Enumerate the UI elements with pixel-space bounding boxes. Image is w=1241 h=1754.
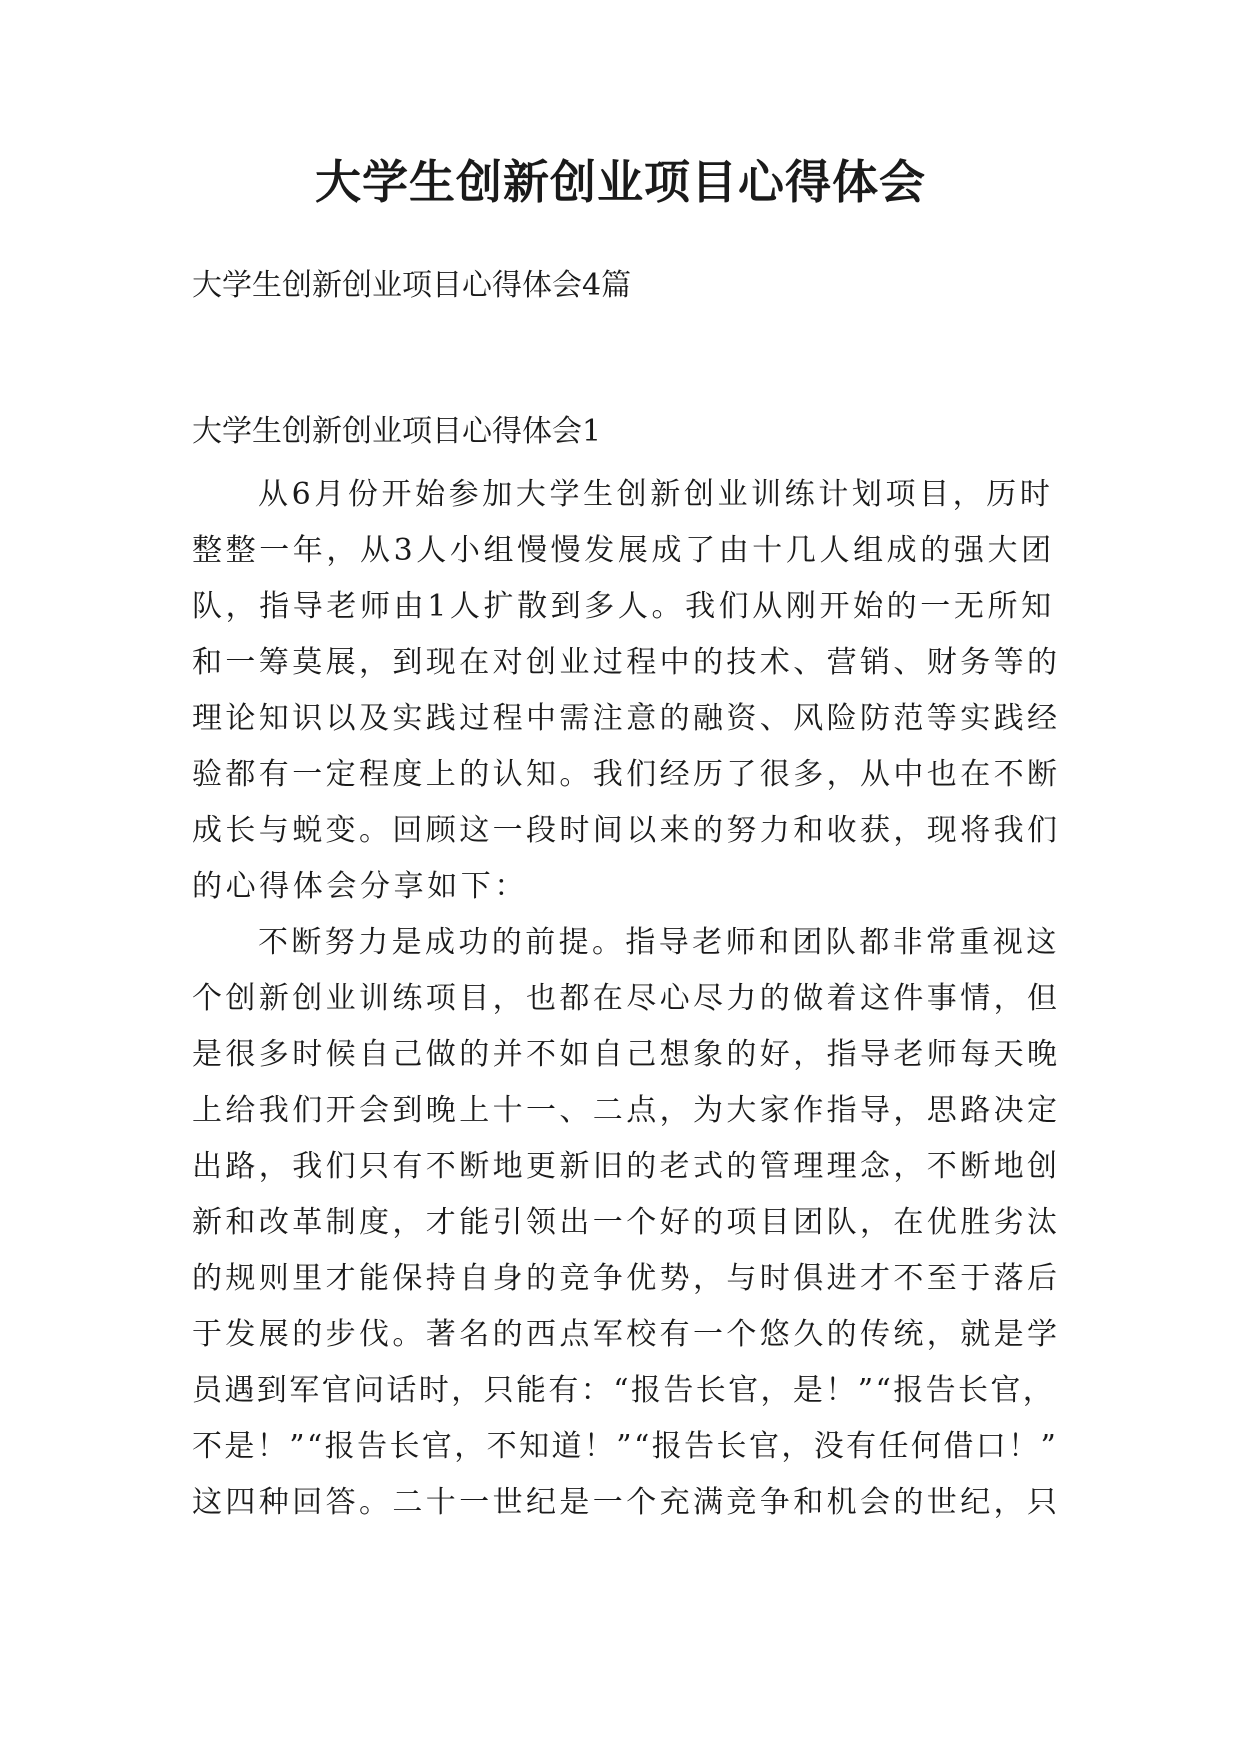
text-line: 验都有一定程度上的认知。我们经历了很多，从中也在不断	[192, 757, 1061, 792]
text-line: 从6月份开始参加大学生创新创业训练计划项目，历时	[258, 477, 1054, 512]
text-line: 成长与蜕变。回顾这一段时间以来的努力和收获，现将我们	[192, 813, 1061, 848]
paragraph-2	[192, 915, 1060, 1531]
paragraph-1	[192, 467, 1060, 915]
text-line: 上给我们开会到晚上十一、二点，为大家作指导，思路决定	[192, 1093, 1061, 1128]
document-title: 大学生创新创业项目心得体会	[315, 155, 926, 209]
text-line: 于发展的步伐。著名的西点军校有一个悠久的传统，就是学	[192, 1317, 1061, 1352]
document-subtitle: 大学生创新创业项目心得体会4篇	[192, 268, 632, 303]
document-body	[192, 467, 1060, 1531]
text-line: 新和改革制度，才能引领出一个好的项目团队，在优胜劣汰	[192, 1205, 1061, 1240]
text-line: 队，指导老师由1人扩散到多人。我们从刚开始的一无所知	[192, 589, 1055, 624]
text-line: 的心得体会分享如下：	[192, 869, 528, 904]
text-line: 出路，我们只有不断地更新旧的老式的管理理念，不断地创	[192, 1149, 1061, 1184]
text-line: 和一筹莫展，到现在对创业过程中的技术、营销、财务等的	[192, 645, 1061, 680]
text-line: 整整一年，从3人小组慢慢发展成了由十几人组成的强大团	[192, 533, 1055, 568]
text-line: 个创新创业训练项目，也都在尽心尽力的做着这件事情，但	[192, 981, 1061, 1016]
text-line: 不是！”“报告长官，不知道！”“报告长官，没有任何借口！”	[192, 1429, 1059, 1464]
text-line: 员遇到军官问话时，只能有：“报告长官，是！”“报告长官，	[192, 1373, 1056, 1408]
text-line: 是很多时候自己做的并不如自己想象的好，指导老师每天晚	[192, 1037, 1061, 1072]
text-line: 这四种回答。二十一世纪是一个充满竞争和机会的世纪，只	[192, 1485, 1061, 1520]
section-heading: 大学生创新创业项目心得体会1	[192, 414, 602, 449]
text-line: 理论知识以及实践过程中需注意的融资、风险防范等实践经	[192, 701, 1061, 736]
text-line: 的规则里才能保持自身的竞争优势，与时俱进才不至于落后	[192, 1261, 1061, 1296]
text-line: 不断努力是成功的前提。指导老师和团队都非常重视这	[258, 925, 1060, 960]
